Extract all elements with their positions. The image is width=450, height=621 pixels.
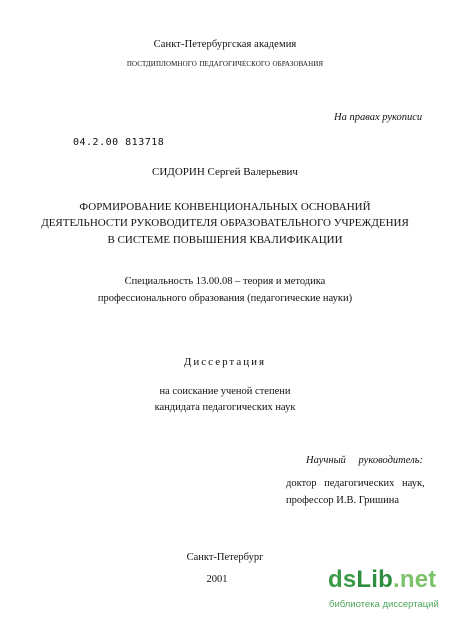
logo-net: .net: [393, 566, 437, 593]
work-type: Диссертация: [183, 356, 267, 368]
institution-name: Санкт-Петербургская академия: [153, 39, 297, 50]
supervisor-degree: доктор педагогических наук,: [286, 478, 425, 489]
author-name: СИДОРИН Сергей Валерьевич: [152, 166, 298, 178]
supervisor-heading: Научный руководитель:: [306, 455, 424, 466]
specialty-line-1: Специальность 13.00.08 – теория и методика: [124, 276, 326, 287]
supervisor-name: профессор И.В. Гришина: [286, 495, 400, 506]
year: 2001: [206, 574, 228, 585]
archive-stamp: 04.2.00 813718: [73, 137, 165, 148]
city: Санкт-Петербург: [186, 552, 264, 563]
dslib-watermark-logo: [328, 566, 446, 616]
specialty-line-2: профессионального образования (педагогические науки): [97, 293, 353, 304]
institution-subtitle: постдипломного педагогического образования: [126, 59, 324, 69]
logo-ds: ds: [328, 566, 357, 593]
logo-lib: Lib: [356, 566, 394, 593]
degree-line-1: на соискание ученой степени: [159, 386, 291, 397]
logo-subtitle: библиотека диссертаций: [329, 599, 439, 610]
dissertation-title-line-2: ДЕЯТЕЛЬНОСТИ РУКОВОДИТЕЛЯ ОБРАЗОВАТЕЛЬНОГО УЧРЕЖДЕНИЯ: [41, 217, 409, 229]
dissertation-title-line-3: В СИСТЕМЕ ПОВЫШЕНИЯ КВАЛИФИКАЦИИ: [107, 234, 343, 246]
manuscript-rights-note: На правах рукописи: [334, 112, 423, 123]
degree-line-2: кандидата педагогических наук: [154, 402, 296, 413]
dissertation-title-line-1: ФОРМИРОВАНИЕ КОНВЕНЦИОНАЛЬНЫХ ОСНОВАНИЙ: [79, 201, 371, 213]
logo-wordmark: [328, 566, 436, 594]
